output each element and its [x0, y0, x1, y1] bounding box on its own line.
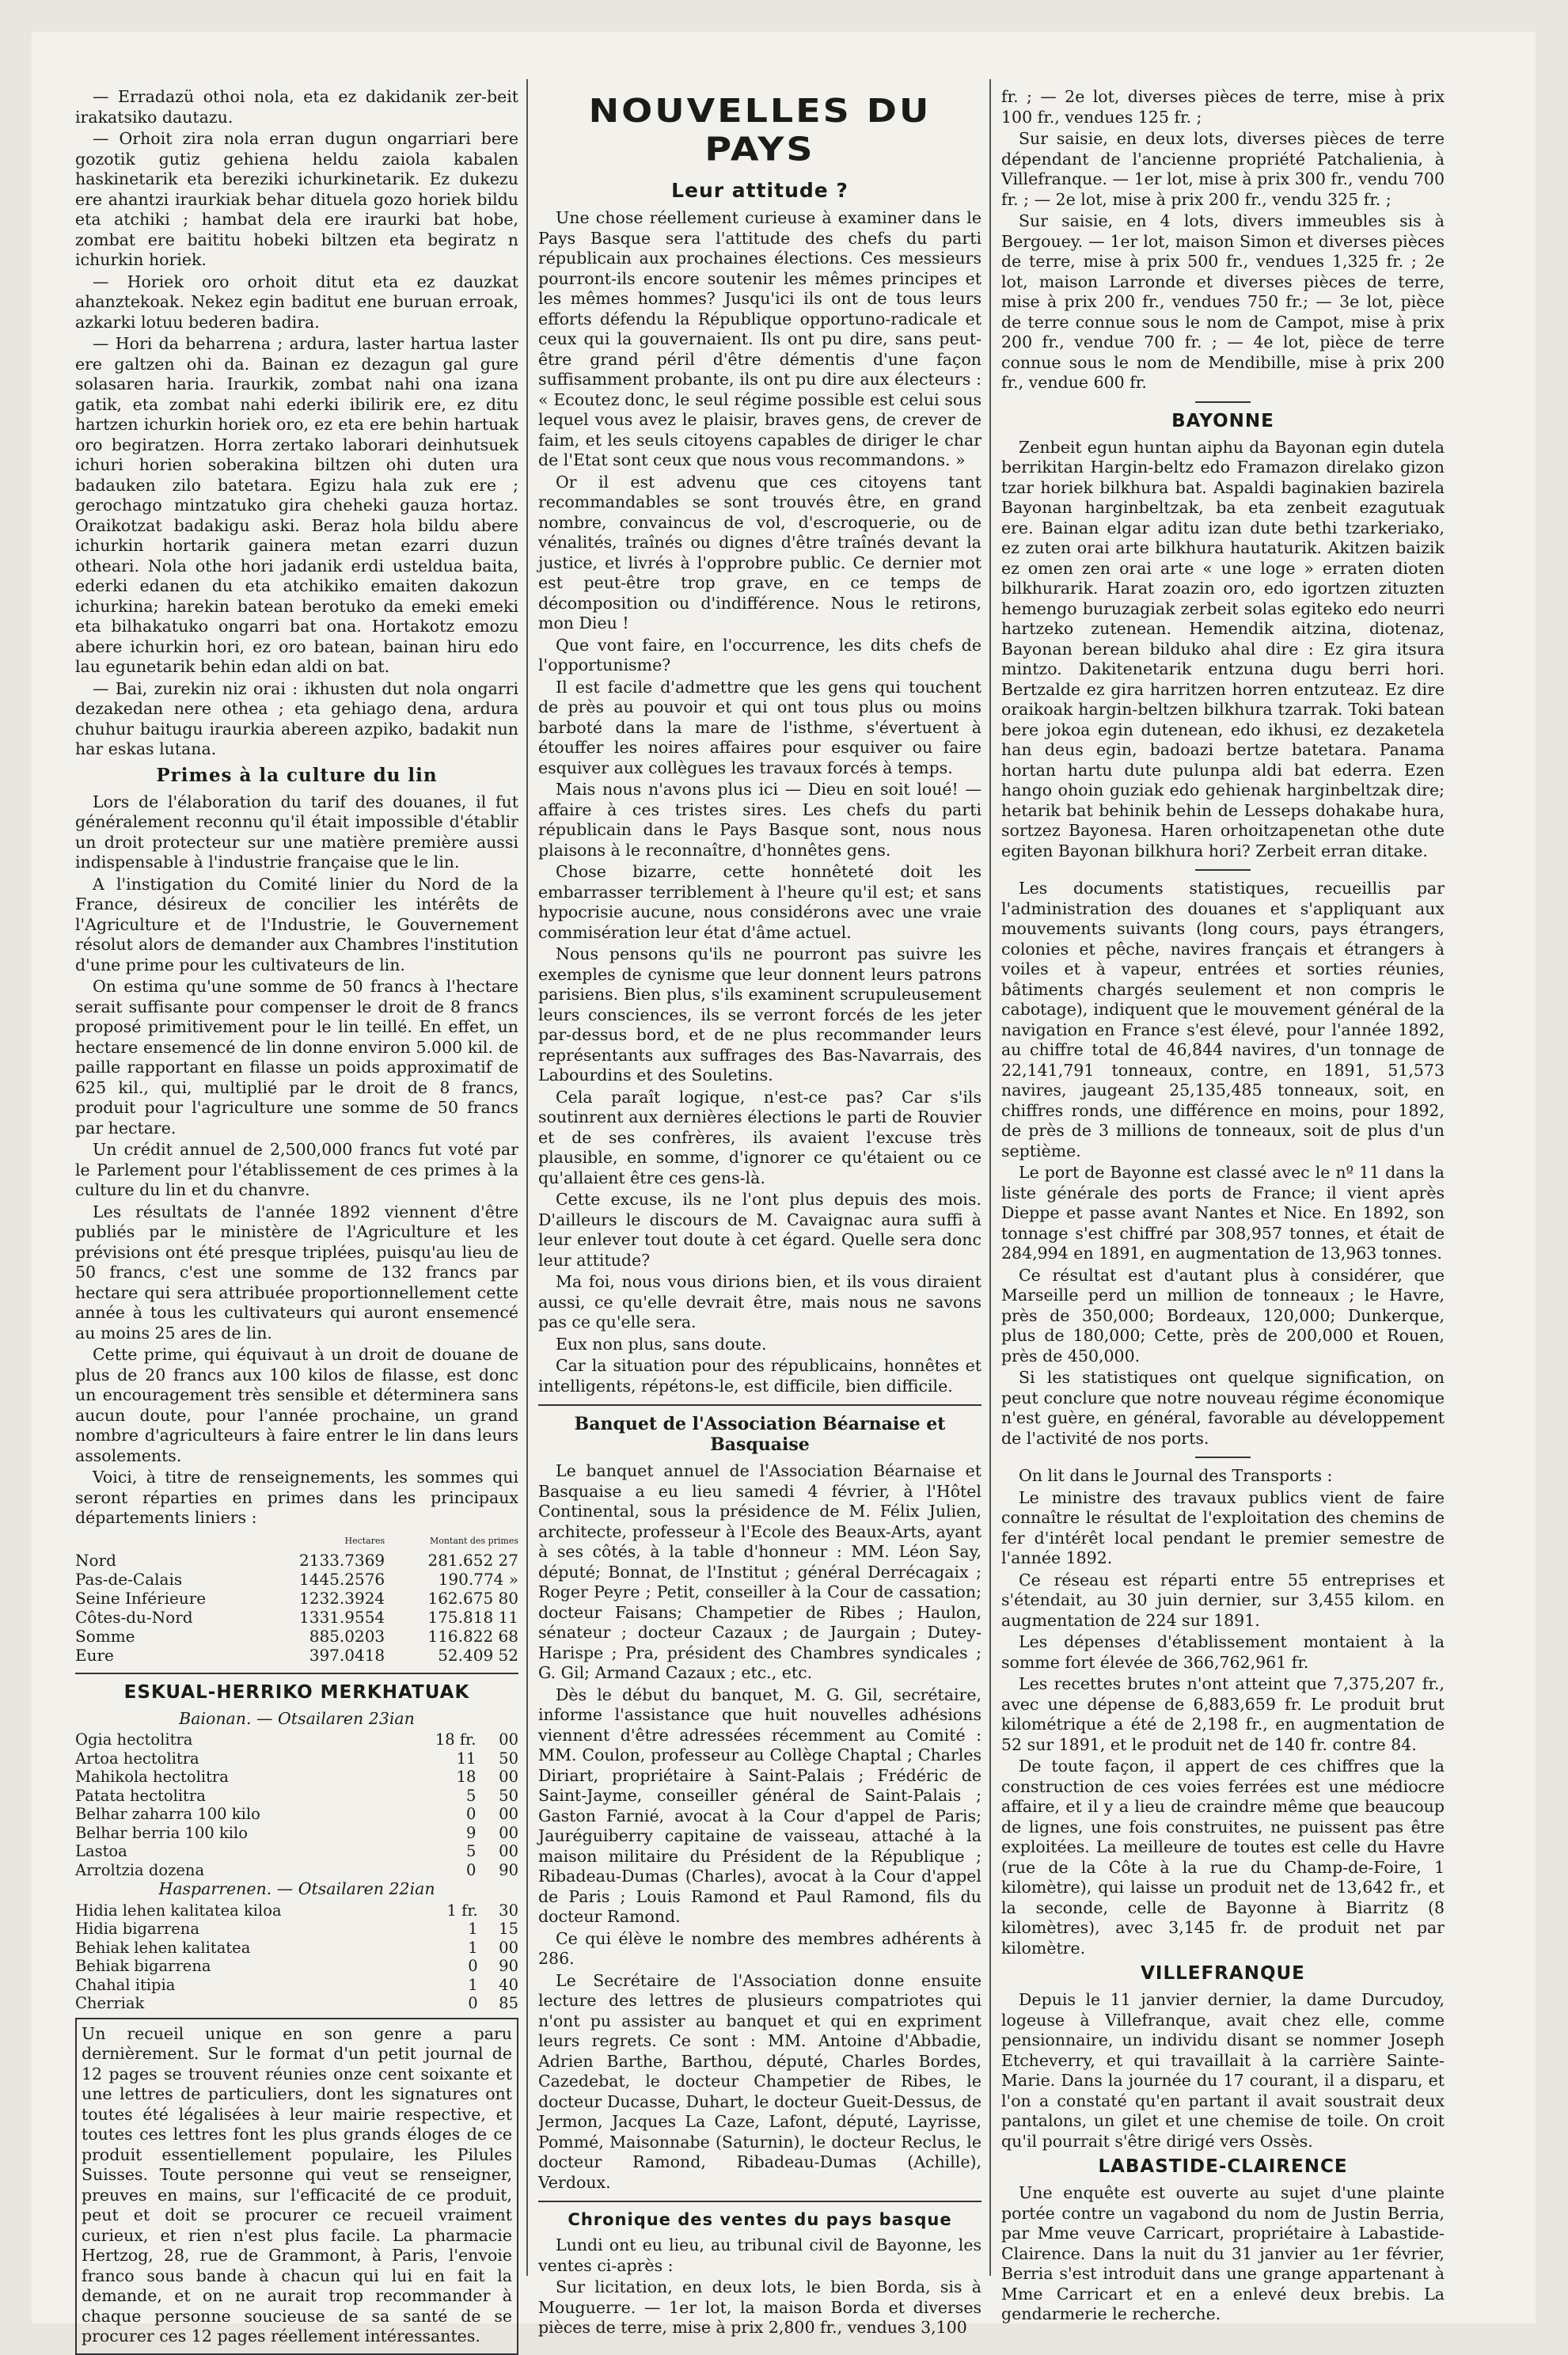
paragraph: Si les statistiques ont quelque signification, on peut conclure que notre nouveau régime économique n'est guère, en général, favorable au développement de l'activité de nos ports. — [1001, 1368, 1445, 1448]
table-cell: Nord — [75, 1550, 116, 1570]
table-cell: 85 — [499, 1994, 518, 2012]
table-row — [75, 1805, 518, 1824]
table-cell: 1331.9554 — [299, 1607, 385, 1627]
paragraph: Un crédit annuel de 2,500,000 francs fut voté par le Parlement pour l'établissement de ces primes à la culture du lin et du chanvre. — [75, 1140, 518, 1199]
paragraph: Ce résultat est d'autant plus à considérer, que Marseille perd un million de tonneaux ; le Havre, près de 350,000; Bordeaux, 120,000; Dunkerque, plus de 180,000; Cette, près de 200,000 et Rouen, près de 450,000. — [1001, 1265, 1445, 1366]
table-cell: 00 — [499, 1842, 518, 1860]
masthead-title: NOUVELLES DU PAYS — [588, 91, 932, 169]
table-cell: 1 — [468, 1938, 478, 1957]
table-cell: Eure — [75, 1645, 114, 1665]
paragraph: Nous pensons qu'ils ne pourront pas suivre les exemples de cynisme que leur donnent leurs patrons parisiens. Bien plus, s'ils examinent scrupuleusement leurs consciences, ils se verront forcés de les jeter par-dessus bord, et de ne plus recommander leurs représentants aux suffrages des Bas-Navarrais, des Labourdins et des Souletins. — [538, 944, 981, 1084]
divider — [1195, 401, 1251, 403]
table-cell: 0 — [466, 1860, 476, 1879]
paragraph: — Hori da beharrena ; ardura, laster hartua laster ere galtzen ohi da. Bainan ez dezagun gal gure solasaren haria. Iraurkik, zombat nahi ona izana gatik, eta zombat nahi ederki ibilirik ere, ez ditu hartzen ichurkin horiek oro, ez eta ere behin hartuak oro begiratzen. Horra zertako laborari deinhutsuek ichuri horien soberakina biltzen ohi duten ura badauken zilo batetara. Egizu hala zuk ere ; gerochago mintzatuko gira cheheki gauza hortaz. Oraikotzat badakigu aski. Beraz hola bildu abere ichurkin hortarik gainera metan ezarri duzun otheari. Nola othe hori jadanik erdi usteldua baita, ederki edanen du eta atchikiko emaiten dakozun ichurkina; harekin batean berotuko da emeki emeki eta bilhakatuko ongarri bat ona. Hortakotz emozu abere ichurkin hori, ez oro batean, bainan hiru edo lau egunetarik behin edan aldi on bat. — [75, 334, 518, 676]
table-cell: 30 — [499, 1901, 518, 1920]
bayonne-title: BAYONNE — [1171, 410, 1274, 431]
table-cell: Pas-de-Calais — [75, 1569, 183, 1589]
paragraph: On estima qu'une somme de 50 francs à l'hectare serait suffisante pour compenser le droit de 8 francs proposé primitivement pour le lin teillé. En effet, un hectare ensemencé de lin donne environ 5.000 kil. de paille rapportant en filasse un poids approximatif de 625 kil., qui, multiplié par le droit de 8 francs, produit pour l'agriculture une somme de 50 francs par hectare. — [75, 977, 518, 1138]
paragraph: Le Secrétaire de l'Association donne ensuite lecture des lettres de plusieurs compatriotes qui n'ont pu assister au banquet et qui en expriment leurs regrets. Ce sont : MM. Antoine d'Abbadie, Adrien Barthe, Barthou, député, Charles Bordes, Cazedebat, le docteur Champetier de Ribes, le docteur Ducasse, Duhart, le docteur Gueit-Dessus, de Jermon, Jacques La Caze, Lafont, député, Layrisse, Pommé, Maisonnabe (Saturnin), le docteur Reclus, le docteur Ramond, Ribadeau-Dumas (Achille), Verdoux. — [538, 1970, 981, 2192]
table-row — [75, 1824, 518, 1843]
paragraph: — Horiek oro orhoit ditut eta ez dauzkat ahanztekoak. Nekez egin baditut ene buruan erroak, azkarki lotuu bederen badira. — [75, 272, 518, 332]
paragraph: — Orhoit zira nola erran dugun ongarriari bere gozotik gutiz gehiena heldu zaiola kabalen haskinetarik eta bereziki ichurkinetarik. Ez dukezu ere ahantzi iraurkiak behar dituela gozo horiek bildu eta atchiki ; hambat dela ere iraurki bat hobe, zombat ere baititu hobeki biltzen eta begiratz n ichurkin horiek. — [75, 129, 518, 269]
primes-title: Primes à la culture du lin — [156, 764, 438, 786]
paragraph: Chose bizarre, cette honnêteté doit les embarrasser terriblement à l'heure qu'il est; et sans hypocrisie aucune, nous considérons avec une vraie commisération leur état d'âme actuel. — [538, 862, 981, 942]
table-cell: 1 — [468, 1975, 478, 1994]
paragraph: Dès le début du banquet, M. G. Gil, secrétaire, informe l'assistance que huit nouvelles adhésions viennent d'être adressées récemment au Comité : MM. Coulon, professeur au Collège Chaptal ; Charles Diriart, propriétaire à Saint-Palais ; Frédéric de Saint-Jayme, conseiller général de Saint-Palais ; Gaston Farnié, avocat à la Cour d'appel de Paris; Jauréguiberry capitaine de vaisseau, attaché à la maison militaire du Président de la République ; Ribadeau-Dumas (Charles), avocat à la Cour d'appel de Paris ; Louis Ramond et Paul Ramond, fils du docteur Ramond. — [538, 1685, 981, 1926]
paragraph: A l'instigation du Comité linier du Nord de la France, désireux de concilier les intérêts de l'Agriculture et de l'Industrie, le Gouvernement résolut alors de demander aux Chambres l'institution d'une prime pour les cultivateurs de lin. — [75, 874, 518, 974]
paragraph: Or il est advenu que ces citoyens tant recommandables se sont trouvés être, en grand nombre, convaincus de vol, d'escroquerie, ou de vénalités, traînés ou dignes d'être traînés devant la justice, et livrés à l'opprobre public. Ce dernier mot est peut-être trop grave, en ce temps de décomposition ou d'indifférence. Nous le retirons, mon Dieu ! — [538, 472, 981, 632]
table-cell: 1445.2576 — [299, 1569, 385, 1589]
table-cell: Behiak lehen kalitatea — [75, 1938, 251, 1957]
table-cell: 52.409 52 — [438, 1645, 518, 1665]
table-cell: 00 — [499, 1768, 518, 1786]
table-row — [75, 1861, 518, 1880]
table-cell: Seine Inférieure — [75, 1588, 207, 1608]
table-cell: Artoa hectolitra — [75, 1749, 199, 1768]
paragraph: Les recettes brutes n'ont atteint que 7,375,207 fr., avec une dépense de 6,883,659 fr. Le produit brut kilométrique a été de 2,198 fr., en augmentation de 52 sur 1891, et le produit net de 140 fr. contre 84. — [1001, 1674, 1445, 1754]
table-cell: 0 — [466, 1805, 476, 1823]
table-cell: 00 — [499, 1938, 518, 1957]
advertisement-box — [75, 2018, 518, 2355]
villefranque-title: VILLEFRANQUE — [1141, 1963, 1305, 1984]
table-cell: Côtes-du-Nord — [75, 1607, 193, 1627]
market-baionan-table — [75, 1730, 518, 1879]
table-cell: 281.652 27 — [427, 1550, 518, 1570]
banquet-article — [538, 1461, 981, 2193]
table-cell: 0 — [468, 1957, 478, 1975]
table-header — [75, 1532, 258, 1551]
table-cell: 162.675 80 — [427, 1588, 518, 1608]
table-row — [75, 1957, 518, 1976]
attitude-article — [538, 208, 981, 1396]
paragraph: — Erradazü othoi nola, eta ez dakidanik zer-beit irakatsiko dautazu. — [75, 87, 518, 127]
table-row — [75, 1589, 518, 1608]
column-right — [1001, 87, 1445, 2323]
table-row — [75, 1768, 518, 1787]
column-middle — [538, 87, 981, 2337]
paragraph: Le ministre des travaux publics vient de faire connaître le résultat de l'exploitation des chemins de fer d'intérêt local pendant le premier semestre de l'année 1892. — [1001, 1487, 1445, 1567]
paragraph: Sur licitation, en deux lots, le bien Borda, sis à Mouguerre. — 1er lot, la maison Borda et diverses pièces de terre, mise à prix 2,800 fr., vendues 3,100 — [538, 2277, 981, 2337]
bayonne-article: Zenbeit egun huntan aiphu da Bayonan egin dutela berrikitan Hargin-beltz edo Framazon direlako gizon tzar horiek bilkhura bat. Aspaldi baginakien bazirela Bayonan harginbeltzak, ba eta zenbeit ezagutuak ere. Bainan elgar aditu izan dute bethi tzarkeriako, ez zuten orai arte bilkhura hautaturik. Akitzen baizik ez omen zen orai arte « une loge » erraten dioten bilkhurarik. Harat zoazin oro, edo igortzen zituzten hemengo buruzagiak zerbeit solas egiteko edo neurri hartzeko zutenean. Hemendik aitzina, diotenaz, Bayonan berean bilduko ahal dire : Ez gira itsura mintzo. Dakitenetarik entzuna dugu berri hori. Bertzalde ez gira harritzen horren entzuteaz. Ez dire oraikoak hargin-beltzen bilkhura tzarrak. Toki batean bere jokoa egin dutenean, edo ikhusi, ez dezaketela han deus egin, badoazi bertze batetara. Panama hortan hartu dute pulunpa aldi bat ederra. Ezen hango ohoin guziak edo gehienak harginbeltzak dire; hetarik bat behinik behin de Lesseps dohakabe hura, sortzez Bayonesa. Haren orhoitzapenetan othe dute egiten Bayonan bilkhura hori? Zerbeit erran ditake. — [1001, 437, 1445, 860]
paragraph: Que vont faire, en l'occurrence, les dits chefs de l'opportunisme? — [538, 635, 981, 674]
table-row — [75, 1570, 518, 1589]
table-row — [75, 1994, 518, 2013]
table-row — [75, 1842, 518, 1861]
basque-dialogue — [75, 87, 518, 760]
transports-intro: On lit dans le Journal des Transports : — [1019, 1466, 1333, 1485]
table-row — [75, 1787, 518, 1806]
table-header: Montant des primes — [429, 1535, 518, 1546]
table-cell: Belhar berria 100 kilo — [75, 1823, 248, 1842]
table-row — [75, 1920, 518, 1939]
chronique-title: Chronique des ventes du pays basque — [568, 2210, 952, 2229]
table-cell: 18 — [456, 1768, 476, 1786]
table-cell: 11 — [456, 1749, 476, 1768]
table-cell: 40 — [499, 1975, 518, 1994]
paragraph: Une chose réellement curieuse à examiner dans le Pays Basque sera l'attitude des chefs du parti républicain aux prochaines élections. Ces messieurs pourront-ils encore soutenir les mêmes principes et les mêmes hommes? Jusqu'ici ils ont de tous leurs efforts défendu la République opportuno-radicale et ceux qui la gouvernaient. Ils ont pu dire, sans peut-être grand péril d'être démentis d'une façon suffisamment probante, ils ont pu dire aux électeurs : « Ecoutez donc, le seul régime possible est celui sous lequel vous avez le plaisir, braves gens, de crever de faim, et les seuls citoyens capables de diriger le char de l'Etat sont ceux que nous vous recommandons. » — [538, 208, 981, 469]
table-cell: Mahikola hectolitra — [75, 1768, 229, 1786]
table-cell: 15 — [499, 1920, 518, 1938]
table-cell: 00 — [499, 1823, 518, 1842]
table-cell: Patata hectolitra — [75, 1786, 206, 1805]
paragraph: Eux non plus, sans doute. — [556, 1334, 767, 1354]
divider — [538, 1404, 981, 1406]
divider — [1195, 869, 1251, 871]
paragraph: Car la situation pour des républicains, honnêtes et intelligents, répétons-le, est difficile, bien difficile. — [538, 1356, 981, 1396]
table-cell: 1232.3924 — [299, 1588, 385, 1608]
advertisement-text: Un recueil unique en son genre a paru dernièrement. Sur le format d'un petit journal de 12 pages se trouvent réunies onze cent soixante et une lettres de particuliers, dont les signatures ont toutes été légalisées à leur mairie respective, et toutes ces lettres font les plus grands éloges de ce produit essentiellement populaire, les Pilules Suisses. Toute personne qui veut se renseigner, preuves en mains, sur l'efficacité de ce produit, peut et doit se procurer ce recueil vraiment curieux, et rien n'est plus facile. La pharmacie Hertzog, 28, rue de Grammont, à Paris, l'envoie franco sous bande à chacun qui lui en fait la demande, et on ne aurait trop recommander à chaque personne soucieuse de sa santé de se procurer ces 12 pages réellement intéressantes. — [82, 2023, 512, 2346]
divider — [538, 2201, 981, 2202]
paragraph: Le banquet annuel de l'Association Béarnaise et Basquaise a eu lieu samedi 4 février, à l'Hôtel Continental, sous la présidence de M. Félix Julien, architecte, professeur à l'Ecole des Beaux-Arts, ayant à ses côtés, à la table d'honneur : MM. Léon Say, député; Bonnat, de l'Institut ; général Derrécagaix ; Roger Peyre ; Petit, conseiller à la Cour de cassation; docteur Faisans; Champetier de Ribes ; Haulon, sénateur ; docteur Cazaux ; de Jaurgain ; Dutey-Harispe ; Pra, président des Chambres syndicales ; G. Gil; Armand Cazaux ; etc., etc. — [538, 1461, 981, 1682]
table-row — [75, 1749, 518, 1768]
table-cell: 00 — [499, 1805, 518, 1823]
newspaper-page — [32, 32, 1536, 2346]
table-row — [75, 1551, 518, 1570]
ventes-continued — [1001, 87, 1445, 393]
paragraph: De toute façon, il appert de ces chiffres que la construction de ces voies ferrées est une médiocre affaire, et il y a lieu de craindre même que beaucoup de lignes, une fois construites, ne puissent pas être exploitées. La meilleure de toutes est celle du Havre (rue de la Côte à la rue du Champ-de-Foire, 1 kilomètre), qui laisse un produit net de 13,642 fr., et la seconde, celle de Bayonne à Biarritz (8 kilomètres), avec 3,145 fr. de produit net par kilomètre. — [1001, 1757, 1445, 1958]
table-cell: 50 — [499, 1786, 518, 1805]
table-cell: Behiak bigarrena — [75, 1957, 211, 1975]
paragraph: Ce qui élève le nombre des membres adhérents à 286. — [538, 1928, 981, 1968]
divider — [1195, 1457, 1251, 1458]
table-cell: 190.774 » — [438, 1569, 518, 1589]
labastide-title: LABASTIDE-CLAIRENCE — [1098, 2156, 1348, 2177]
paragraph: Cette excuse, ils ne l'ont plus depuis des mois. D'ailleurs le discours de M. Cavaignac aura suffi à leur enlever tout doute à cet égard. Quelle sera donc leur attitude? — [538, 1190, 981, 1270]
table-cell: 1 fr. — [446, 1901, 478, 1920]
primes-article — [75, 792, 518, 1529]
market-hasparren-table — [75, 1901, 518, 2013]
market-title: ESKUAL-HERRIKO MERKHATUAK — [123, 1681, 470, 1703]
paragraph: Le port de Bayonne est classé avec le nº 11 dans la liste générale des ports de France; il vient après Dieppe et passe avant Nantes et Nice. En 1892, son tonnage s'est chiffré par 308,957 tonnes, et était de 284,994 en 1891, en augmentation de 13,963 tonnes. — [1001, 1163, 1445, 1263]
table-cell: 0 — [468, 1994, 478, 2012]
villefranque-article: Depuis le 11 janvier dernier, la dame Durcudoy, logeuse à Villefranque, avait chez elle, comme pensionnaire, un individu disant se nommer Joseph Etcheverry, et qui travaillait à la carrière Sainte-Marie. Dans la journée du 17 courant, il a disparu, et l'on a constaté qu'en partant il avait soustrait deux pantalons, un gilet et une chemise de toile. On croit qu'il pourrait s'être dirigé vers Ossès. — [1001, 1990, 1445, 2151]
table-cell: Arroltzia dozena — [75, 1860, 205, 1879]
paragraph: Lundi ont eu lieu, au tribunal civil de Bayonne, les ventes ci-après : — [538, 2235, 981, 2275]
paragraph: Les dépenses d'établissement montaient à la somme fort élevée de 366,762,961 fr. — [1001, 1632, 1445, 1672]
table-cell: 5 — [466, 1842, 476, 1860]
table-cell: 9 — [466, 1823, 476, 1842]
table-cell: 18 fr. — [435, 1730, 476, 1749]
paragraph: Les documents statistiques, recueillis par l'administration des douanes et s'appliquant aux mouvements suivants (long cours, pays étrangers, colonies et pêche, navires français et étrangers à voiles et à vapeur, entrées et sorties réunies, bâtiments chargés seulement et non compris le cabotage), indiquent que le mouvement général de la navigation en France s'est élevé, pour l'année 1892, au chiffre total de 46,844 navires, d'un tonnage de 22,141,791 tonneaux, contre, en 1891, 51,573 navires, jaugeant 25,135,485 tonneaux, soit, en chiffres ronds, une différence en moins, pour 1892, de près de 3 millions de tonneaux, soit de plus d'un septième. — [1001, 879, 1445, 1160]
table-cell: 5 — [466, 1786, 476, 1805]
table-cell: 175.818 11 — [427, 1607, 518, 1627]
table-cell: 1 — [468, 1920, 478, 1938]
table-cell: 885.0203 — [309, 1626, 385, 1646]
table-cell: Chahal itipia — [75, 1975, 176, 1994]
table-row — [75, 1646, 518, 1665]
paragraph: — Bai, zurekin niz orai : ikhusten dut nola ongarri dezakedan nere othea ; eta gehiago dena, ardura chuhur baitugu iraurkia abereen azpiko, badakit nun har eskas lutana. — [75, 678, 518, 758]
column-left — [75, 87, 518, 2346]
table-cell: Hidia bigarrena — [75, 1920, 199, 1938]
paragraph: Lors de l'élaboration du tarif des douanes, il fut généralement reconnu qu'il était impossible d'établir un droit protecteur sur une matière première aussi indispensable à l'industrie française que le lin. — [75, 792, 518, 872]
column-rule — [526, 79, 528, 2276]
paragraph: Sur saisie, en deux lots, diverses pièces de terre dépendant de l'ancienne propriété Patchalienia, à Villefranque. — 1er lot, mise à prix 300 fr., vendu 700 fr. ; — 2e lot, mise à prix 200 fr., vendu 325 fr. ; — [1001, 129, 1445, 209]
paragraph: Cette prime, qui équivaut à un droit de douane de plus de 20 francs aux 100 kilos de filasse, est donc un encouragement très sensible et déterminera sans aucun doute, pour l'année prochaine, un grand nombre d'agriculteurs à faire entrer le lin dans leurs assolements. — [75, 1345, 518, 1465]
chronique-article — [538, 2235, 981, 2338]
primes-table — [75, 1532, 518, 1665]
table-cell: Cherriak — [75, 1994, 145, 2012]
paragraph: Ma foi, nous vous dirions bien, et ils vous diraient aussi, ce qu'elle devrait être, mais nous ne savons pas ce qu'elle sera. — [538, 1272, 981, 1331]
market-hasparren-heading: Hasparrenen. — Otsailaren 22ian — [158, 1879, 435, 1898]
table-cell: Somme — [75, 1626, 135, 1646]
paragraph: Voici, à titre de renseignements, les sommes qui seront réparties en primes dans les principaux départements liniers : — [75, 1468, 518, 1527]
attitude-title: Leur attitude ? — [671, 179, 849, 202]
divider — [75, 1673, 518, 1674]
table-cell: 116.822 68 — [427, 1626, 518, 1646]
paragraph: Ce réseau est réparti entre 55 entreprises et s'étendait, au 30 juin dernier, sur 3,455 kilom. en augmentation de 224 sur 1891. — [1001, 1570, 1445, 1630]
table-cell: Belhar zaharra 100 kilo — [75, 1805, 260, 1823]
table-row — [75, 1730, 518, 1749]
paragraph: fr. ; — 2e lot, diverses pièces de terre, mise à prix 100 fr., vendues 125 fr. ; — [1001, 87, 1445, 127]
column-rule — [989, 79, 991, 2276]
table-row — [75, 1901, 518, 1920]
table-row — [75, 1627, 518, 1646]
paragraph: Il est facile d'admettre que les gens qui touchent de près au pouvoir et qui ont tous plus ou moins barboté dans la mare de l'isthme, s'évertuent à étouffer les noires affaires pour esquiver ou faire esquiver aux collègues les travaux forcés à temps. — [538, 677, 981, 777]
table-header: Hectares — [344, 1535, 385, 1546]
market-baionan-heading: Baionan. — Otsailaren 23ian — [179, 1708, 415, 1728]
paragraph: Cela paraît logique, n'est-ce pas? Car s'ils soutinrent aux dernières élections le parti de Rouvier et de ses confrères, ils avaient l'excuse très plausible, en somme, d'ignorer ce qu'étaient ou ce qu'allaient être ces gens-là. — [538, 1087, 981, 1187]
table-cell: 50 — [499, 1749, 518, 1768]
table-cell: Lastoa — [75, 1842, 127, 1860]
table-cell: 90 — [499, 1957, 518, 1975]
table-row — [75, 1608, 518, 1627]
transports-article — [1001, 1488, 1445, 1959]
table-row — [75, 1976, 518, 1995]
table-cell: 397.0418 — [309, 1645, 385, 1665]
table-cell: 90 — [499, 1860, 518, 1879]
paragraph: Sur saisie, en 4 lots, divers immeubles sis à Bergouey. — 1er lot, maison Simon et diverses pièces de terre, mise à prix 500 fr., vendues 1,325 fr. ; 2e lot, maison Larronde et diverses pièces de terre, mise à prix 200 fr., vendues 750 fr.; — 3e lot, pièce de terre connue sous le nom de Campot, mise à prix 200 fr., vendue 700 fr. ; — 4e lot, pièce de terre connue sous le nom de Mendibille, mise à prix 200 fr., vendue 600 fr. — [1001, 211, 1445, 392]
banquet-title: Banquet de l'Association Béarnaise et Basquaise — [574, 1414, 946, 1455]
table-cell: Ogia hectolitra — [75, 1730, 193, 1749]
table-row — [75, 1939, 518, 1958]
labastide-article: Une enquête est ouverte au sujet d'une plainte portée contre un vagabond du nom de Justin Berria, par Mme veuve Carricart, propriétaire à Labastide-Clairence. Dans la nuit du 31 janvier au 1er février, Berria s'est introduit dans une grange appartenant à Mme Carricart et en a enlevé deux brebis. La gendarmerie le recherche. — [1001, 2183, 1445, 2323]
table-cell: 2133.7369 — [299, 1550, 385, 1570]
stats-article — [1001, 879, 1445, 1449]
table-cell: 00 — [499, 1730, 518, 1749]
paragraph: Mais nous n'avons plus ici — Dieu en soit loué! — affaire à ces tristes sires. Les chefs du parti républicain dans le Pays Basque sont, nous nous plaisons à le reconnaître, d'honnêtes gens. — [538, 780, 981, 860]
table-cell: Hidia lehen kalitatea kiloa — [75, 1901, 282, 1920]
paragraph: Les résultats de l'année 1892 viennent d'être publiés par le ministère de l'Agriculture et les prévisions ont été presque triplées, puisqu'au lieu de 50 francs, c'est une somme de 132 francs par hectare qui sera attribuée proportionnellement cette année à tous les cultivateurs qui auront ensemencé au moins 25 ares de lin. — [75, 1202, 518, 1343]
